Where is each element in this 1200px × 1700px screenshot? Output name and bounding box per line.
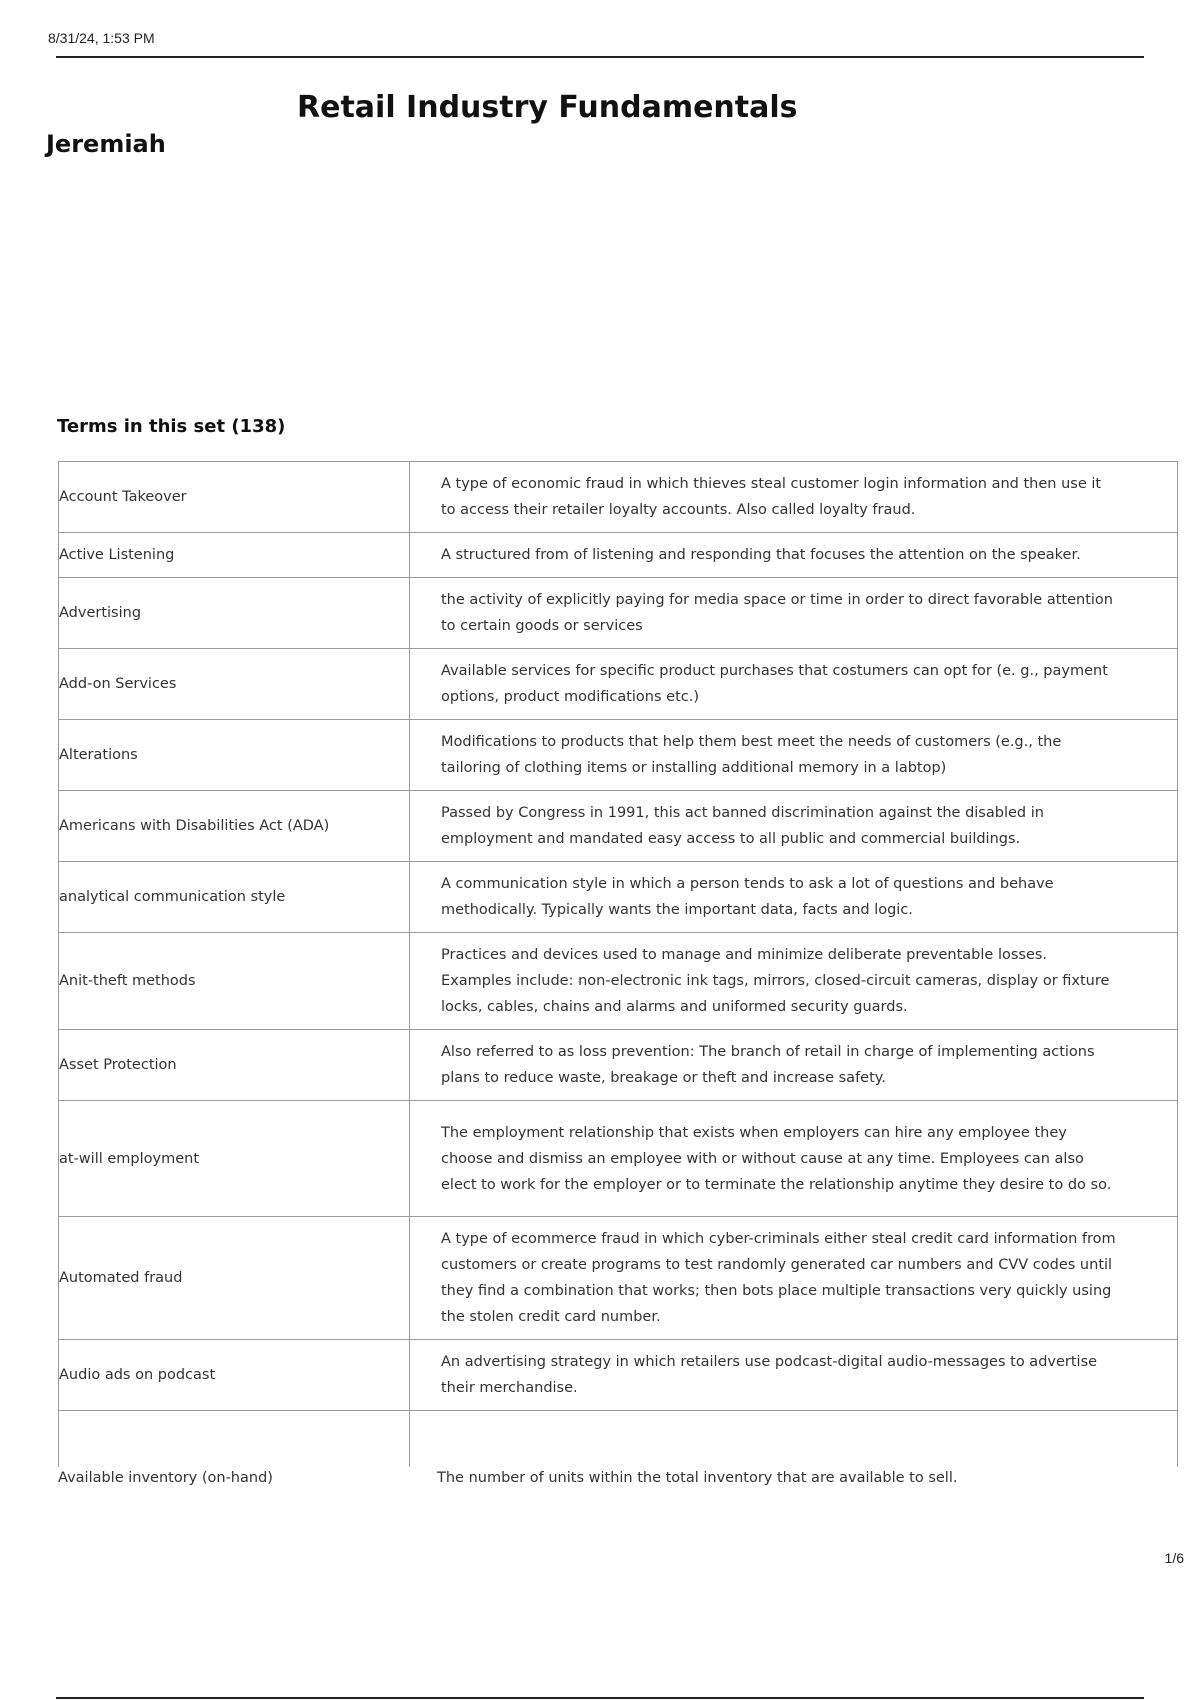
table-row	[59, 791, 1178, 862]
header-divider	[56, 56, 1144, 58]
footer-divider	[56, 1697, 1144, 1699]
term-cell: Automated fraud	[59, 1217, 410, 1340]
definition-text: The number of units within the total inventory that are available to sell.	[437, 1470, 958, 1486]
table-row	[59, 578, 1178, 649]
print-timestamp: 8/31/24, 1:53 PM	[48, 30, 155, 46]
set-title: Retail Industry Fundamentals	[297, 90, 798, 125]
table-row	[59, 720, 1178, 791]
table-row	[59, 1030, 1178, 1101]
table-row	[59, 533, 1178, 578]
table-row	[59, 462, 1178, 533]
set-author: Jeremiah	[46, 130, 166, 158]
table-row	[59, 649, 1178, 720]
term-cell: Advertising	[59, 578, 410, 649]
table-row	[59, 862, 1178, 933]
definition-cell: A type of economic fraud in which thieves steal customer login information and then use it to access their retailer loyalty accounts. Also called loyalty fraud.	[410, 462, 1178, 533]
term-cell: Asset Protection	[59, 1030, 410, 1101]
term-cell	[59, 1411, 410, 1468]
term-cell: Add-on Services	[59, 649, 410, 720]
term-cell: Active Listening	[59, 533, 410, 578]
definition-cell: Passed by Congress in 1991, this act banned discrimination against the disabled in employment and mandated easy access to all public and commercial buildings.	[410, 791, 1178, 862]
term-cell: analytical communication style	[59, 862, 410, 933]
terms-table	[58, 461, 1178, 1467]
term-cell: Americans with Disabilities Act (ADA)	[59, 791, 410, 862]
definition-cell: A communication style in which a person tends to ask a lot of questions and behave methodically. Typically wants the important data, facts and logic.	[410, 862, 1178, 933]
definition-cell: Available services for specific product purchases that costumers can opt for (e. g., payment options, product modifications etc.)	[410, 649, 1178, 720]
table-row	[59, 1101, 1178, 1217]
term-cell: Anit-theft methods	[59, 933, 410, 1030]
definition-cell: Modifications to products that help them best meet the needs of customers (e.g., the tailoring of clothing items or installing additional memory in a labtop)	[410, 720, 1178, 791]
page-number: 1/6	[1164, 1550, 1184, 1566]
definition-cell: A type of ecommerce fraud in which cyber-criminals either steal credit card information from customers or create programs to test randomly generated car numbers and CVV codes until they find a combination that works; then bots place multiple transactions very quickly using the stolen credit card number.	[410, 1217, 1178, 1340]
definition-cell: An advertising strategy in which retailers use podcast-digital audio-messages to advertise their merchandise.	[410, 1340, 1178, 1411]
definition-cell: A structured from of listening and responding that focuses the attention on the speaker.	[410, 533, 1178, 578]
term-text: Available inventory (on-hand)	[58, 1470, 273, 1486]
term-cell: Audio ads on podcast	[59, 1340, 410, 1411]
term-cell: Account Takeover	[59, 462, 410, 533]
definition-cell: Practices and devices used to manage and minimize deliberate preventable losses. Examples include: non-electronic ink tags, mirrors, closed-circuit cameras, display or fixture locks, cables, chains and alarms and uniformed security guards.	[410, 933, 1178, 1030]
term-cell: at-will employment	[59, 1101, 410, 1217]
table-row-blank	[59, 1411, 1178, 1468]
definition-cell: the activity of explicitly paying for media space or time in order to direct favorable attention to certain goods or services	[410, 578, 1178, 649]
term-cell: Alterations	[59, 720, 410, 791]
definition-cell: Also referred to as loss prevention: The branch of retail in charge of implementing actions plans to reduce waste, breakage or theft and increase safety.	[410, 1030, 1178, 1101]
table-row	[59, 1217, 1178, 1340]
definition-cell	[410, 1411, 1178, 1468]
table-row	[59, 1340, 1178, 1411]
terms-count-heading: Terms in this set (138)	[57, 416, 286, 437]
table-row	[59, 933, 1178, 1030]
definition-cell: The employment relationship that exists when employers can hire any employee they choose and dismiss an employee with or without cause at any time. Employees can also elect to work for the employer or to terminate the relationship anytime they desire to do so.	[410, 1101, 1178, 1217]
